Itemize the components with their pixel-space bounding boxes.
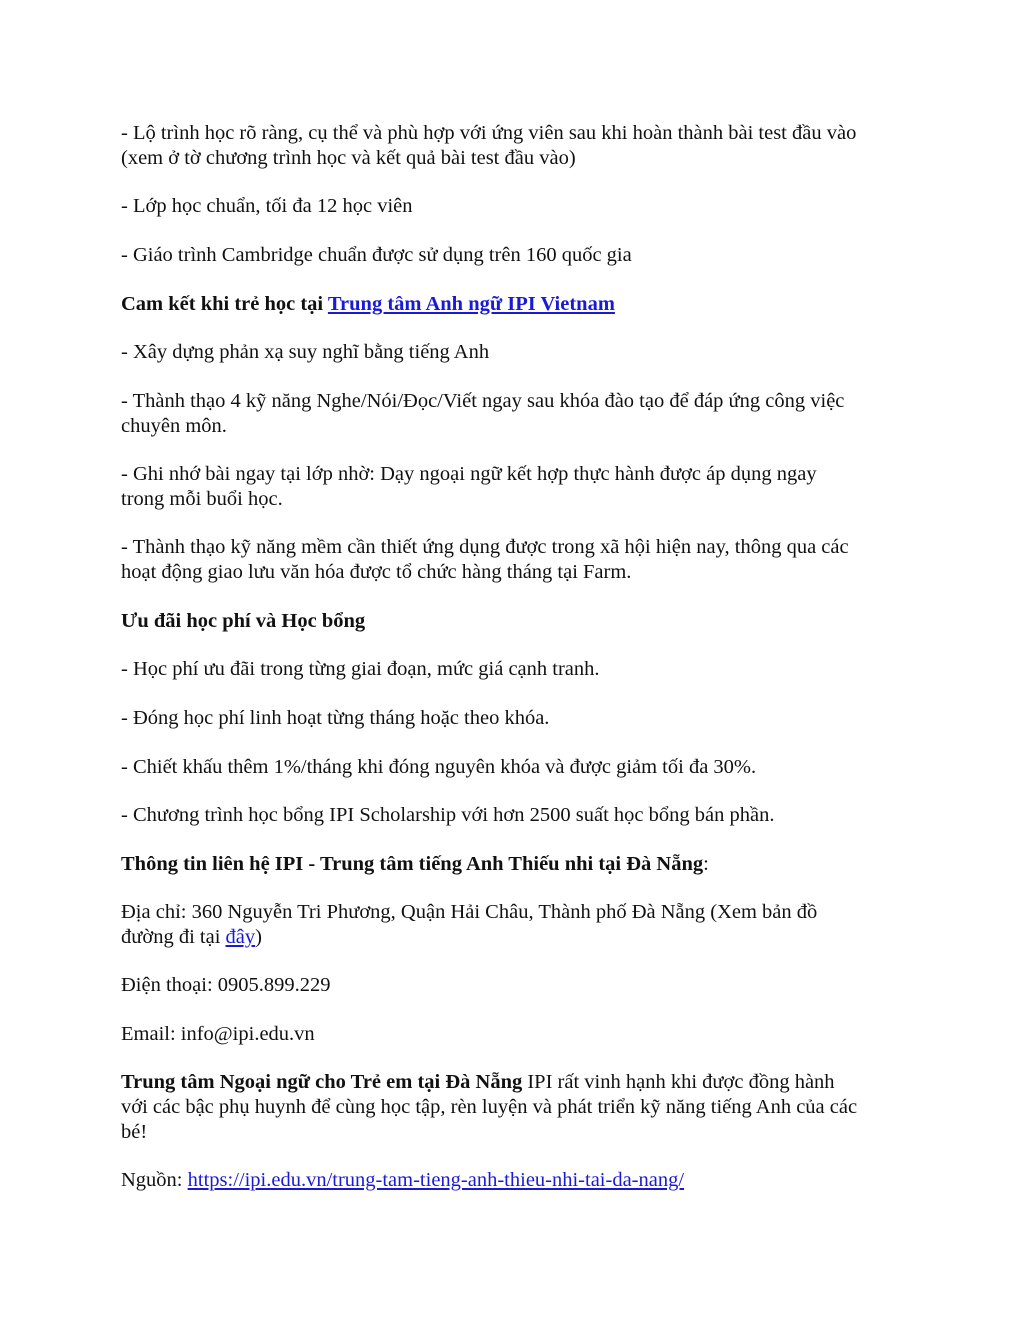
contact-address <box>121 900 911 950</box>
commitment-item-soft-skills <box>121 535 911 585</box>
paragraph-line <box>121 1070 911 1095</box>
paragraph-line: - Thành thạo 4 kỹ năng Nghe/Nói/Đọc/Viết ngay sau khóa đào tạo để đáp ứng công việc <box>121 390 845 412</box>
paragraph-class-size: - Lớp học chuẩn, tối đa 12 học viên <box>121 195 413 217</box>
commitment-item-reflex: - Xây dựng phản xạ suy nghĩ bằng tiếng Anh <box>121 341 490 363</box>
address-line2-prefix: đường đi tại <box>121 926 226 948</box>
paragraph-study-path <box>121 121 911 171</box>
closing-line1-rest: IPI rất vinh hạnh khi được đồng hành <box>522 1071 835 1093</box>
closing-paragraph <box>121 1070 911 1145</box>
commitment-heading-text: Cam kết khi trẻ học tại <box>121 293 328 315</box>
ipi-vietnam-link[interactable]: Trung tâm Anh ngữ IPI Vietnam <box>327 293 615 315</box>
paragraph-line: bé! <box>121 1121 148 1143</box>
commitment-item-skills <box>121 389 911 439</box>
paragraph-line: - Lộ trình học rõ ràng, cụ thể và phù hợp với ứng viên sau khi hoàn thành bài test đầu vào <box>121 122 857 144</box>
paragraph-line: (xem ở tờ chương trình học và kết quả bài test đầu vào) <box>121 147 576 169</box>
paragraph-curriculum: - Giáo trình Cambridge chuẩn được sử dụng trên 160 quốc gia <box>121 244 632 266</box>
closing-bold-text: Trung tâm Ngoại ngữ cho Trẻ em tại Đà Nẵng <box>121 1071 523 1093</box>
contact-email: Email: info@ipi.edu.vn <box>121 1023 315 1045</box>
source-label: Nguồn: <box>121 1169 188 1191</box>
fee-heading: Ưu đãi học phí và Học bổng <box>121 610 366 632</box>
fee-item-discount: - Học phí ưu đãi trong từng giai đoạn, mức giá cạnh tranh. <box>121 658 600 680</box>
paragraph-line: - Thành thạo kỹ năng mềm cần thiết ứng dụng được trong xã hội hiện nay, thông qua các <box>121 536 849 558</box>
fee-item-rebate: - Chiết khấu thêm 1%/tháng khi đóng nguyên khóa và được giảm tối đa 30%. <box>121 756 757 778</box>
commitment-item-practice <box>121 462 911 512</box>
paragraph-line: với các bậc phụ huynh để cùng học tập, rèn luyện và phát triển kỹ năng tiếng Anh của các <box>121 1096 858 1118</box>
contact-heading <box>121 852 911 877</box>
contact-heading-colon: : <box>703 853 709 875</box>
paragraph-line: Địa chỉ: 360 Nguyễn Tri Phương, Quận Hải Châu, Thành phố Đà Nẵng (Xem bản đồ <box>121 901 818 923</box>
map-link[interactable]: đây <box>225 926 256 948</box>
paragraph-line: trong mỗi buổi học. <box>121 488 283 510</box>
paragraph-line: - Ghi nhớ bài ngay tại lớp nhờ: Dạy ngoại ngữ kết hợp thực hành được áp dụng ngay <box>121 463 817 485</box>
fee-item-flexible: - Đóng học phí linh hoạt từng tháng hoặc theo khóa. <box>121 707 550 729</box>
commitment-heading <box>121 292 911 317</box>
paragraph-line <box>121 925 911 950</box>
paragraph-line: hoạt động giao lưu văn hóa được tổ chức hàng tháng tại Farm. <box>121 561 632 583</box>
contact-heading-text: Thông tin liên hệ IPI - Trung tâm tiếng Anh Thiếu nhi tại Đà Nẵng <box>121 853 704 875</box>
paragraph-line: chuyên môn. <box>121 415 227 437</box>
contact-phone: Điện thoại: 0905.899.229 <box>121 974 331 996</box>
source-link[interactable]: https://ipi.edu.vn/trung-tam-tieng-anh-thieu-nhi-tai-da-nang/ <box>187 1169 685 1191</box>
source-line <box>121 1168 911 1193</box>
fee-item-scholarship: - Chương trình học bổng IPI Scholarship với hơn 2500 suất học bổng bán phần. <box>121 804 775 826</box>
address-line2-suffix: ) <box>255 926 262 948</box>
